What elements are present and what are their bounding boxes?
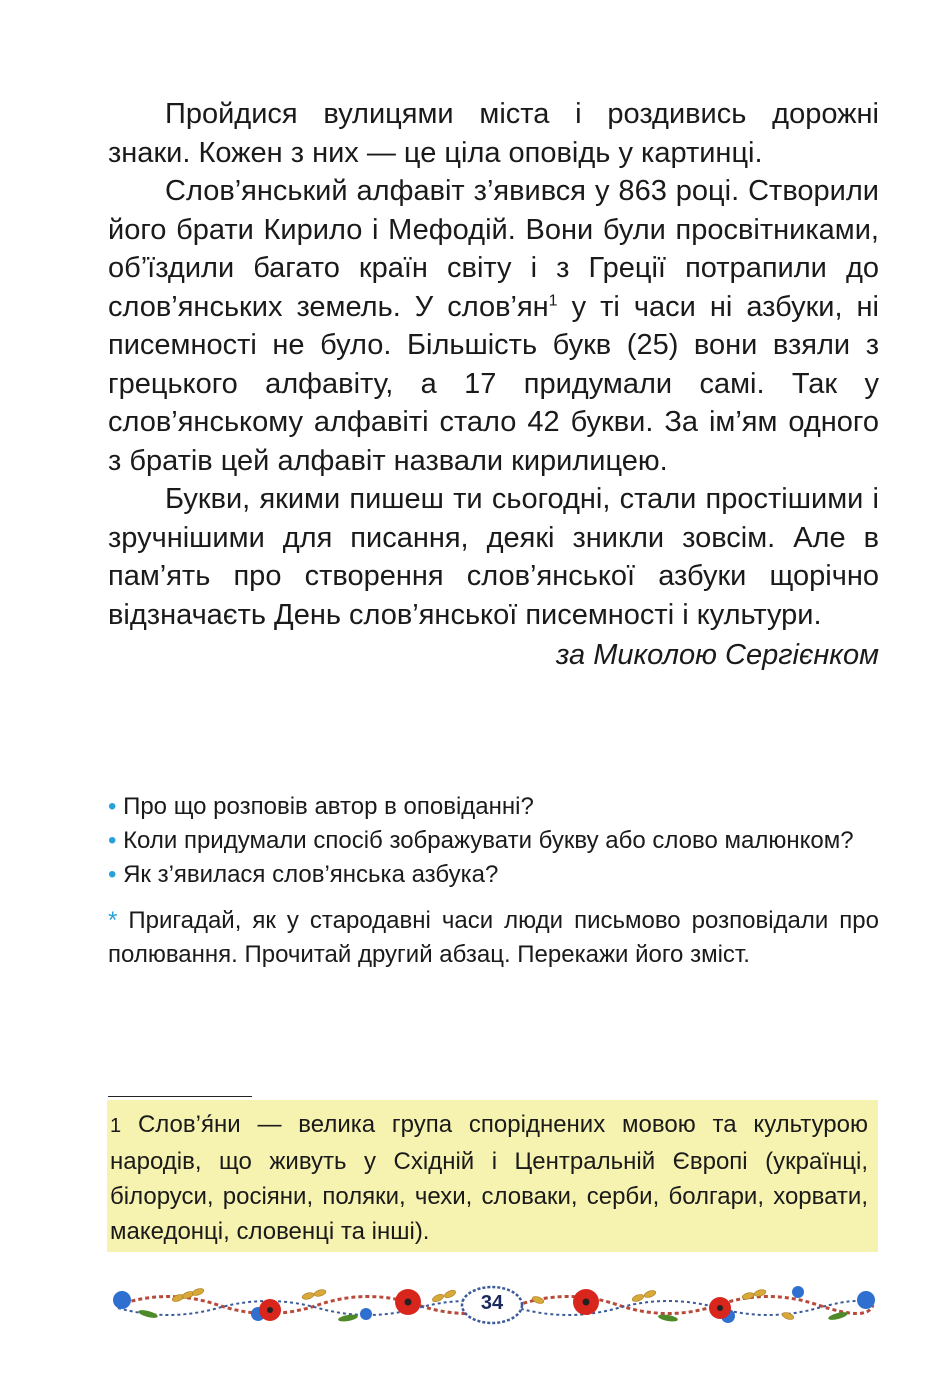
question-item xyxy=(108,824,879,858)
footnote-box xyxy=(107,1100,878,1252)
footnote-divider xyxy=(108,1096,252,1097)
questions-block xyxy=(108,790,879,972)
task-item xyxy=(108,904,879,972)
question-item xyxy=(108,858,879,892)
question-item xyxy=(108,790,879,824)
main-text xyxy=(108,95,879,675)
question-text: Коли придумали спосіб зображувати букву або слово малюнком? xyxy=(123,827,854,854)
question-text: Як з’явилася слов’янська азбука? xyxy=(123,861,499,888)
bullet-icon: • xyxy=(108,793,117,820)
bullet-icon: • xyxy=(108,861,117,888)
question-text: Про що розповів автор в оповіданні? xyxy=(123,793,534,820)
task-text: Пригадай, як у стародавні часи люди письмово розповідали про полювання. Прочитай другий абзац. Перекажи його зміст. xyxy=(108,907,879,968)
asterisk-icon: * xyxy=(108,907,118,934)
footnote-ref: 1 xyxy=(548,291,558,309)
paragraph-2-start: Слов’янський алфавіт з’явився у 863 році. Створили його брати Кирило і Мефодій. Вони були просвітниками, об’їздили багато країн світу і з Греції потрапили до слов’янських земель. У слов’ян xyxy=(108,175,879,323)
footnote-number: 1 xyxy=(110,1115,122,1137)
bullet-icon: • xyxy=(108,827,117,854)
paragraph-2-end: у ті часи ні азбуки, ні писемності не було. Більшість букв (25) вони взяли з грецького алфавіту, а 17 придумали самі. Так у слов’янському алфавіті стало 42 букви. За ім’ям одного з братів цей алфавіт назвали кирилицею. xyxy=(108,290,879,477)
footnote-text: Слов’я́ни — велика група споріднених мовою та культурою народів, що живуть у Східній і Центральній Європі (українці, білоруси, росіяни, поляки, чехи, словаки, серби, болгари, хорвати, македонці, словенці та інші). xyxy=(110,1111,868,1245)
paragraph-3: Букви, якими пишеш ти сьогодні, стали простішими і зручнішими для писання, деякі зникли зовсім. Але в пам’ять про створення слов’янської азбуки щорічно відзначаєть День слов’янської писемності і культури. xyxy=(108,483,879,631)
paragraph-1: Пройдися вулицями міста і роздивись дорожні знаки. Кожен з них — це ціла оповідь у картинці. xyxy=(108,98,879,169)
paragraph-2 xyxy=(108,172,879,480)
page-number: 34 xyxy=(480,1292,504,1314)
author-credit: за Миколою Сергієнком xyxy=(555,639,879,671)
